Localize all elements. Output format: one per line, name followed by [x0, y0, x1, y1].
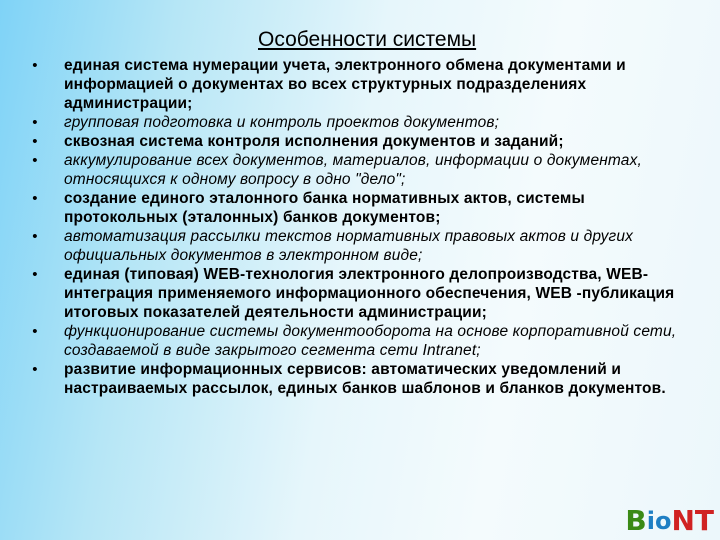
list-item: [28, 227, 700, 265]
list-item: [28, 113, 700, 132]
bullet-icon: •: [32, 190, 38, 207]
bullet-icon: •: [32, 114, 38, 131]
list-item-text: сквозная система контроля исполнения документов и заданий;: [64, 133, 564, 150]
bullet-icon: •: [32, 133, 38, 150]
logo-part-b: B: [625, 504, 647, 537]
bullet-icon: •: [32, 152, 38, 169]
list-item-text: развитие информационных сервисов: автоматических уведомлений и настраиваемых рассылок, единых банков шаблонов и бланков документов.: [64, 361, 666, 397]
bullet-icon: •: [32, 57, 38, 74]
bullet-icon: •: [32, 228, 38, 245]
bio-nt-logo: [625, 506, 714, 536]
list-item-text: групповая подготовка и контроль проектов документов;: [64, 114, 500, 131]
logo-part-io: io: [646, 507, 672, 535]
list-item-text: аккумулирование всех документов, материалов, информации о документах, относящихся к одному вопросу в одно "дело";: [64, 152, 642, 188]
list-item: [28, 132, 700, 151]
slide-title: Особенности системы: [258, 28, 477, 51]
list-item: [28, 322, 700, 360]
list-item: [28, 189, 700, 227]
list-item-text: единая система нумерации учета, электронного обмена документами и информацией о документах во всех структурных подразделениях администрации;: [64, 57, 626, 112]
logo-part-nt: NT: [671, 504, 714, 537]
bullet-icon: •: [32, 266, 38, 283]
list-item-text: создание единого эталонного банка нормативных актов, системы протокольных (эталонных) банков документов;: [64, 190, 585, 226]
list-item: [28, 265, 700, 322]
list-item-text: единая (типовая) WEB-технология электронного делопроизводства, WEB-интеграция применяемого информационного обеспечения, WEB -публикация итоговых показателей деятельности администрации;: [64, 266, 675, 321]
feature-list: [28, 56, 700, 398]
list-item: [28, 360, 700, 398]
bullet-icon: •: [32, 361, 38, 378]
list-item-text: автоматизация рассылки текстов нормативных правовых актов и других официальных документов в электронном виде;: [64, 228, 633, 264]
list-item: [28, 151, 700, 189]
bullet-icon: •: [32, 323, 38, 340]
list-item: [28, 56, 700, 113]
list-item-text: функционирование системы документооборота на основе корпоративной сети, создаваемой в виде закрытого сегмента сети Intranet;: [64, 323, 677, 359]
